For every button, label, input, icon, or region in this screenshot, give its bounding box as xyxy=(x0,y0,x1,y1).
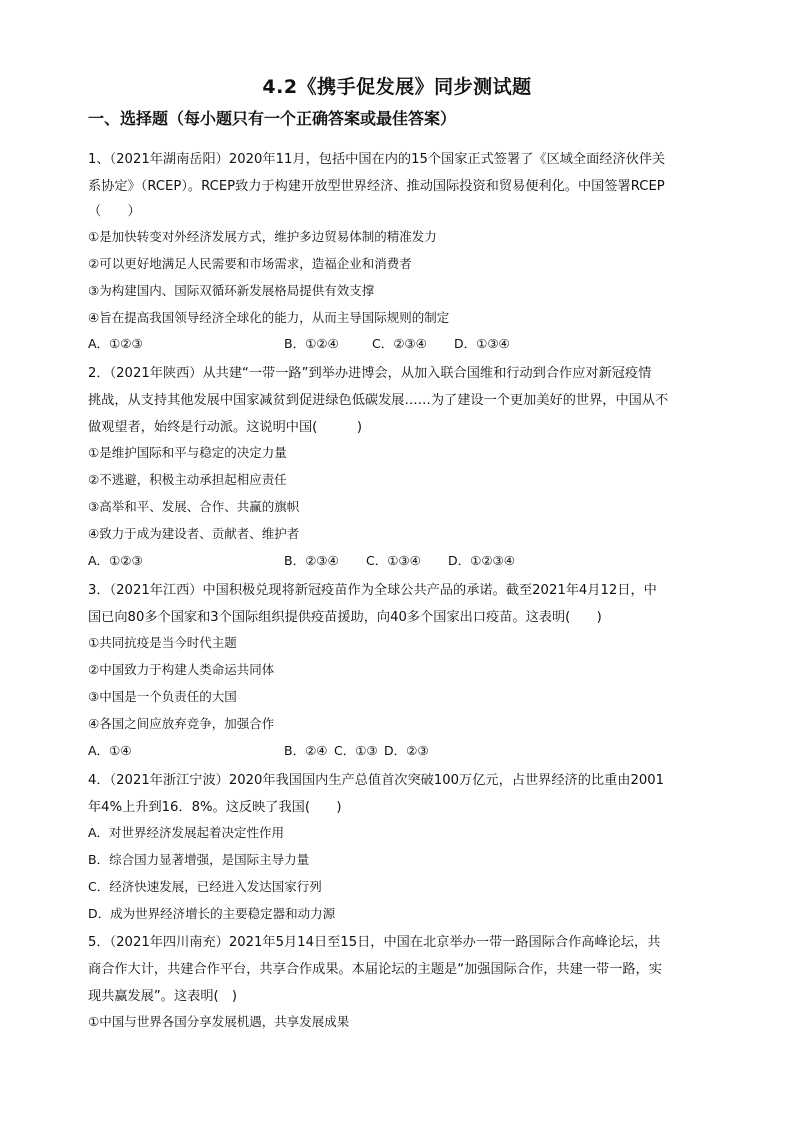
q1-item: ①是加快转变对外经济发展方式，维护多边贸易体制的精准发力 xyxy=(88,229,437,244)
q5-stem-line: 5．（2021年四川南充）2021年5月14日至15日，中国在北京举办一带一路国际合作高峰论坛，共 xyxy=(88,935,661,950)
q1-item: ④旨在提高我国领导经济全球化的能力，从而主导国际规则的制定 xyxy=(88,310,450,325)
choice-b: B．②③④ xyxy=(284,553,339,568)
choice-c: C．①③ xyxy=(334,743,378,758)
q1-stem-line: 1、（2021年湖南岳阳）2020年11月，包括中国在内的15个国家正式签署了《区域全面经济伙伴关 xyxy=(88,152,666,167)
q4-choice: A．对世界经济发展起着决定性作用 xyxy=(88,825,285,840)
q1-choices xyxy=(88,334,714,352)
q3-item: ④各国之间应放弃竞争，加强合作 xyxy=(88,716,275,731)
q3-stem-line: 3．（2021年江西）中国积极兑现将新冠疫苗作为全球公共产品的承诺。截至2021年4月12日，中 xyxy=(88,583,657,598)
q3-item: ①共同抗疫是当今时代主题 xyxy=(88,635,237,650)
choice-c: C．②③④ xyxy=(372,336,427,351)
q4-stem-line: 4．（2021年浙江宁波）2020年我国国内生产总值首次突破100万亿元，占世界经济的比重由2001 xyxy=(88,773,665,788)
q5-stem-line: 现共赢发展”。这表明( ) xyxy=(88,989,237,1004)
choice-b: B．①②④ xyxy=(284,336,339,351)
q2-stem-line: 2．（2021年陕西）从共建“一带一路”到举办进博会，从加入联合国维和行动到合作应对新冠疫情 xyxy=(88,366,652,381)
choice-d: D．①③④ xyxy=(454,336,510,351)
choice-d: D．②③ xyxy=(384,743,429,758)
q3-item: ③中国是一个负责任的大国 xyxy=(88,689,237,704)
document-title: 4.2《携手促发展》同步测试题 xyxy=(262,76,532,98)
q1-item: ③为构建国内、国际双循环新发展格局提供有效支撑 xyxy=(88,283,375,298)
q4-choice: D．成为世界经济增长的主要稳定器和动力源 xyxy=(88,906,336,921)
q2-stem-line: 挑战，从支持其他发展中国家减贫到促进绿色低碳发展……为了建设一个更加美好的世界，中国从不 xyxy=(88,393,669,408)
q2-item: ④致力于成为建设者、贡献者、维护者 xyxy=(88,526,300,541)
q4-choice: C．经济快速发展，已经进入发达国家行列 xyxy=(88,879,322,894)
choice-a: A．①②③ xyxy=(88,553,143,568)
q2-stem-line: 做观望者，始终是行动派。这说明中国( ) xyxy=(88,420,363,435)
section-heading: 一、选择题（每小题只有一个正确答案或最佳答案） xyxy=(88,109,457,128)
q3-choices xyxy=(88,741,714,759)
q1-stem-line: 系协定》（RCEP）。RCEP致力于构建开放型世界经济、推动国际投资和贸易便利化。中国签署RCEP xyxy=(88,179,665,194)
choice-a: A．①④ xyxy=(88,743,132,758)
q2-item: ③高举和平、发展、合作、共赢的旗帜 xyxy=(88,499,300,514)
choice-c: C．①③④ xyxy=(366,553,421,568)
q1-item: ②可以更好地满足人民需要和市场需求，造福企业和消费者 xyxy=(88,256,412,271)
choice-a: A．①②③ xyxy=(88,336,143,351)
q2-choices xyxy=(88,551,714,569)
q4-choice: B．综合国力显著增强，是国际主导力量 xyxy=(88,852,310,867)
q2-item: ②不逃避，积极主动承担起相应责任 xyxy=(88,472,287,487)
q5-stem-line: 商合作大计，共建合作平台，共享合作成果。本届论坛的主题是“加强国际合作，共建一带一路，实 xyxy=(88,962,662,977)
q3-item: ②中国致力于构建人类命运共同体 xyxy=(88,662,275,677)
q1-stem-line: （ ） xyxy=(88,204,141,219)
q2-item: ①是维护国际和平与稳定的决定力量 xyxy=(88,445,287,460)
q5-item: ①中国与世界各国分享发展机遇，共享发展成果 xyxy=(88,1014,350,1029)
q3-stem-line: 国已向80多个国家和3个国际组织提供疫苗援助，向40多个国家出口疫苗。这表明( ) xyxy=(88,610,602,625)
q4-stem-line: 年4%上升到16．8%。这反映了我国( ) xyxy=(88,800,342,815)
choice-b: B．②④ xyxy=(284,743,328,758)
choice-d: D．①②③④ xyxy=(448,553,515,568)
